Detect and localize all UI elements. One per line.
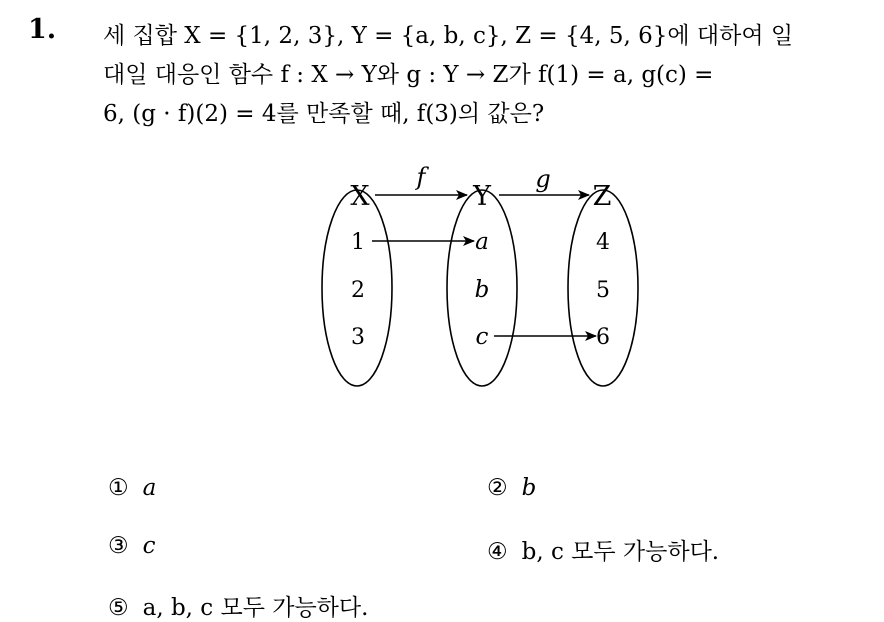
- question-text-line-2: 대일 대응인 함수 f : X → Y와 g : Y → Z가 f(1) = a, g(c) =: [103, 62, 714, 88]
- set-z-element: 5: [596, 278, 610, 303]
- option-text: a, b, c 모두 가능하다.: [142, 595, 369, 621]
- set-x-name: X: [350, 181, 370, 212]
- set-x-element: 2: [351, 278, 365, 303]
- answer-option-2[interactable]: [487, 475, 536, 501]
- answer-option-5[interactable]: [108, 589, 368, 622]
- question-text-line-3: 6, (g · f)(2) = 4를 만족할 때, f(3)의 값은?: [103, 101, 545, 127]
- option-text: b: [521, 475, 537, 501]
- question-number: 1.: [28, 14, 57, 45]
- set-z-element: 4: [596, 230, 610, 255]
- question-text-line-1: 세 집합 X = {1, 2, 3}, Y = {a, b, c}, Z = {4, 5, 6}에 대하여 일: [103, 23, 794, 49]
- set-x-element: 1: [351, 230, 365, 255]
- option-text: a: [142, 475, 157, 501]
- set-y-element: a: [475, 229, 489, 255]
- option-text: c: [142, 533, 156, 559]
- option-number: ④: [487, 539, 508, 565]
- set-y-element: c: [475, 324, 489, 350]
- option-number: ⑤: [108, 595, 129, 621]
- option-number: ①: [108, 475, 129, 501]
- option-text: b, c 모두 가능하다.: [521, 539, 720, 565]
- set-y-name: Y: [473, 181, 491, 212]
- set-z-element: 6: [596, 325, 610, 350]
- option-number: ②: [487, 475, 508, 501]
- f-label: f: [416, 163, 426, 191]
- g-label: g: [535, 165, 551, 193]
- answer-option-1[interactable]: [108, 475, 156, 501]
- answer-option-4[interactable]: [487, 533, 719, 566]
- option-number: ③: [108, 533, 129, 559]
- set-z-name: Z: [592, 181, 612, 212]
- set-y-element: b: [474, 277, 490, 303]
- set-x-element: 3: [351, 325, 365, 350]
- answer-option-3[interactable]: [108, 533, 156, 559]
